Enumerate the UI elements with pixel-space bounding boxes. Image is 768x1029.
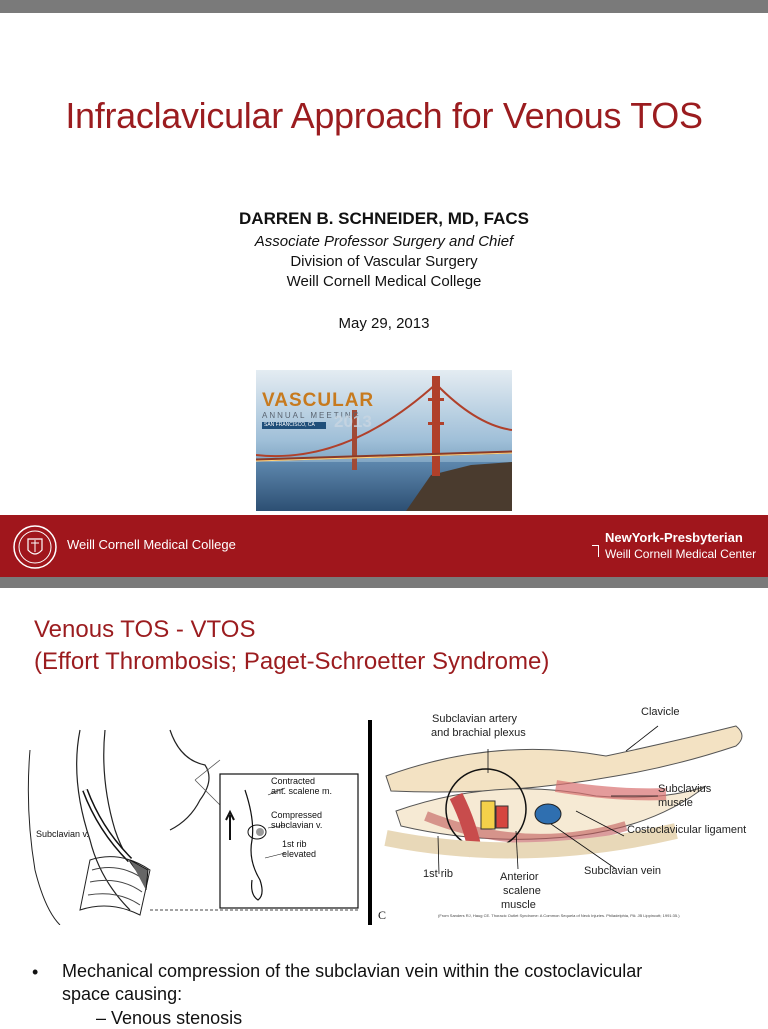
label-scalene-muscle: muscle bbox=[501, 899, 536, 911]
meeting-banner bbox=[256, 370, 512, 511]
nyp-bracket-icon bbox=[592, 545, 599, 557]
nyp-logo-text: NewYork-Presbyterian bbox=[605, 530, 743, 545]
author-role: Associate Professor Surgery and Chief bbox=[254, 233, 514, 250]
label-compressed: Compressed bbox=[271, 810, 323, 820]
neck-drawing bbox=[20, 720, 380, 925]
label-elevated: elevated bbox=[282, 849, 317, 859]
label-subclavian-v: Subclavian v. bbox=[36, 829, 89, 839]
label-subclavius-muscle: muscle bbox=[658, 797, 693, 809]
cornell-seal-icon bbox=[12, 524, 58, 570]
label-subclavius: Subclavius bbox=[658, 783, 712, 795]
label-subclavian-vein: Subclavian vein bbox=[584, 865, 662, 877]
banner-year: 2013 bbox=[334, 412, 372, 431]
label-costoclavicular-ligament: Costoclavicular ligament bbox=[627, 824, 747, 836]
label-subclavian-artery: Subclavian artery bbox=[432, 713, 517, 725]
title-slide bbox=[0, 13, 768, 588]
label-first-rib: 1st rib bbox=[282, 839, 307, 849]
slide2-title-line1: Venous TOS - VTOS bbox=[34, 616, 256, 643]
slide-title: Infraclavicular Approach for Venous TOS bbox=[65, 95, 703, 136]
content-slide bbox=[0, 588, 768, 1028]
institution-footer bbox=[0, 515, 768, 577]
top-border bbox=[0, 0, 768, 13]
label-anterior: Anterior bbox=[500, 871, 539, 883]
presentation-date: May 29, 2013 bbox=[338, 315, 430, 332]
bullet-marker: • bbox=[32, 962, 39, 982]
nyp-logo-subtext: Weill Cornell Medical Center bbox=[605, 547, 757, 561]
neck-anatomy-figure bbox=[20, 720, 387, 925]
slide-divider bbox=[0, 577, 768, 588]
banner-city: SAN FRANCISCO, CA bbox=[262, 422, 326, 429]
banner-headline: VASCULAR bbox=[262, 390, 375, 411]
author-institution: Weill Cornell Medical College bbox=[286, 273, 482, 290]
label-contracted-2: ant. scalene m. bbox=[271, 786, 333, 796]
label-brachial-plexus: and brachial plexus bbox=[431, 727, 526, 739]
slide2-title-line2: (Effort Thrombosis; Paget-Schroetter Syndrome) bbox=[34, 648, 550, 675]
label-clavicle: Clavicle bbox=[641, 706, 680, 718]
author-division: Division of Vascular Surgery bbox=[290, 253, 478, 270]
figure-citation: (From Sanders RJ, Haug CE. Thoracic Outlet Syndrome: A Common Sequela of Neck Injuries. Philadelphia, PA: JB Lippincott; 1991:35.) bbox=[438, 913, 680, 918]
panel-label: C bbox=[378, 908, 387, 922]
bullet-text: Mechanical compression of the subclavian vein within the costoclavicular space causing: bbox=[62, 961, 643, 1004]
sub-bullet-text: – Venous stenosis bbox=[96, 1008, 243, 1028]
label-first-rib-right: 1st rib bbox=[423, 868, 453, 880]
wcmc-logo-text: Weill Cornell Medical College bbox=[67, 537, 236, 552]
banner-subline: ANNUAL MEETING bbox=[262, 411, 361, 420]
label-compressed-2: subclavian v. bbox=[271, 820, 323, 830]
label-contracted: Contracted bbox=[271, 776, 316, 786]
label-scalene: scalene bbox=[503, 885, 541, 897]
costoclavicular-figure bbox=[376, 706, 768, 931]
author-name: DARREN B. SCHNEIDER, MD, FACS bbox=[239, 209, 529, 228]
